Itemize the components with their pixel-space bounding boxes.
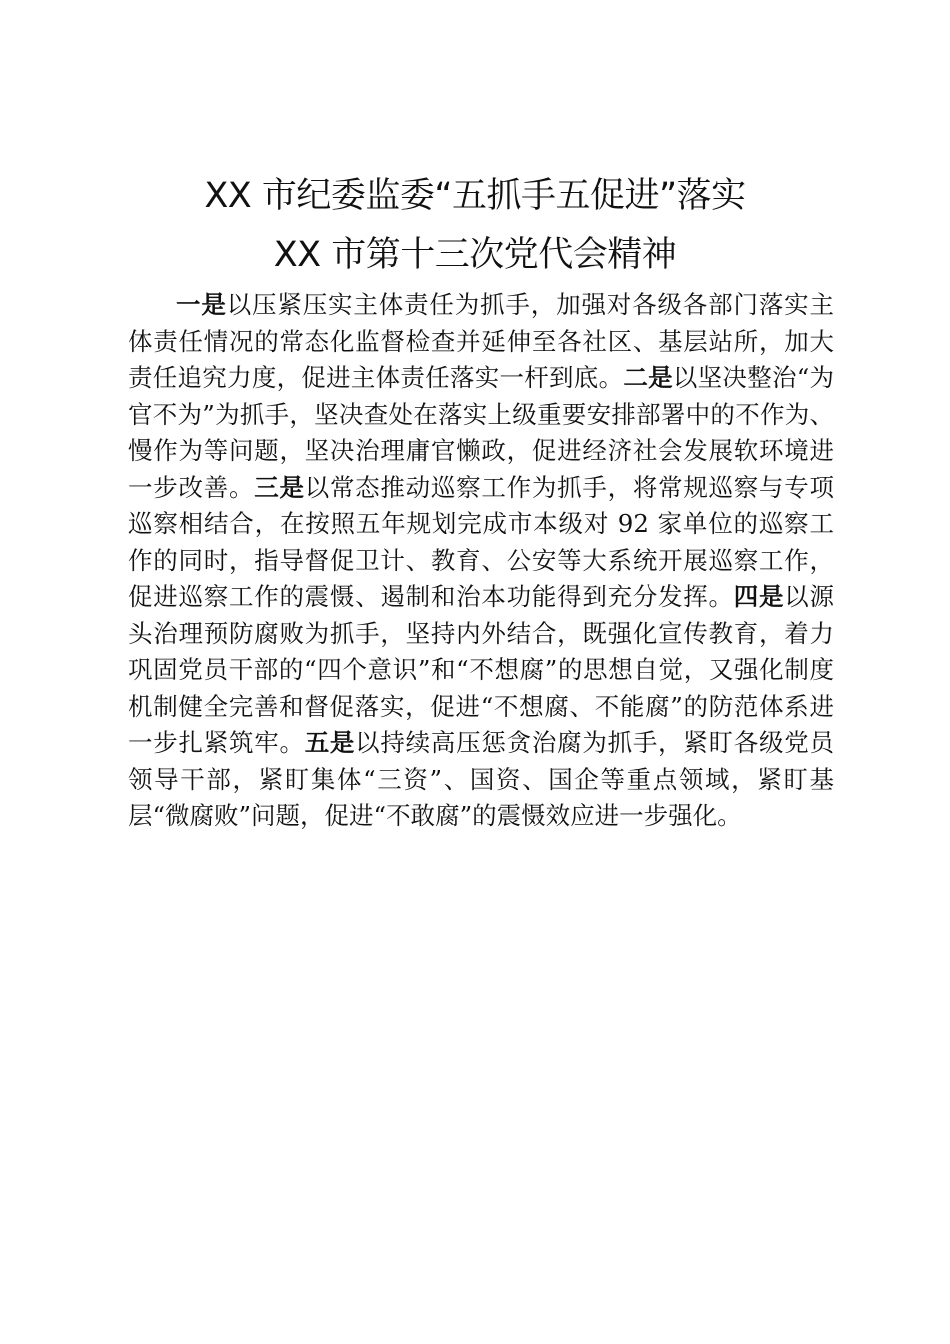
point-5-lead: 五是	[304, 728, 356, 757]
point-2-lead: 二是	[623, 363, 673, 392]
document-title-line-2: XX 市第十三次党代会精神	[273, 235, 677, 275]
point-4-text: 以源头治理预防腐败为抓手，坚持内外结合，既强化宣传教育，着力巩固党员干部的“四个意识”和“不想腐”的思想自觉，又强化制度机制健全完善和督促落实，促进“不想腐、不能腐”的防范体系进一步扎紧筑牢。	[128, 582, 835, 757]
point-1-text: 以压紧压实主体责任为抓手，加强对各级各部门落实主体责任情况的常态化监督检查并延伸至各社区、基层站所，加大责任追究力度，促进主体责任落实一杆到底。	[128, 290, 835, 392]
body-paragraph	[128, 287, 834, 835]
point-4-lead: 四是	[733, 582, 785, 611]
point-1-lead: 一是	[176, 290, 227, 319]
point-2-text: 以坚决整治“为官不为”为抓手，坚决查处在落实上级重要安排部署中的不作为、慢作为等问题，坚决治理庸官懒政，促进经济社会发展软环境进一步改善。	[128, 363, 835, 502]
point-3-text: 以常态推动巡察工作为抓手，将常规巡察与专项巡察相结合，在按照五年规划完成市本级对 92 家单位的巡察工作的同时，指导督促卫计、教育、公安等大系统开展巡察工作，促进巡察工作的震慑、遏制和治本功能得到充分发挥。	[128, 472, 835, 611]
point-5-text: 以持续高压惩贪治腐为抓手，紧盯各级党员领导干部，紧盯集体“三资”、国资、国企等重点领域，紧盯基层“微腐败”问题，促进“不敢腐”的震慑效应进一步强化。	[128, 728, 835, 830]
point-3-lead: 三是	[254, 472, 305, 502]
document-title-line-1: XX 市纪委监委“五抓手五促进”落实	[204, 176, 746, 216]
